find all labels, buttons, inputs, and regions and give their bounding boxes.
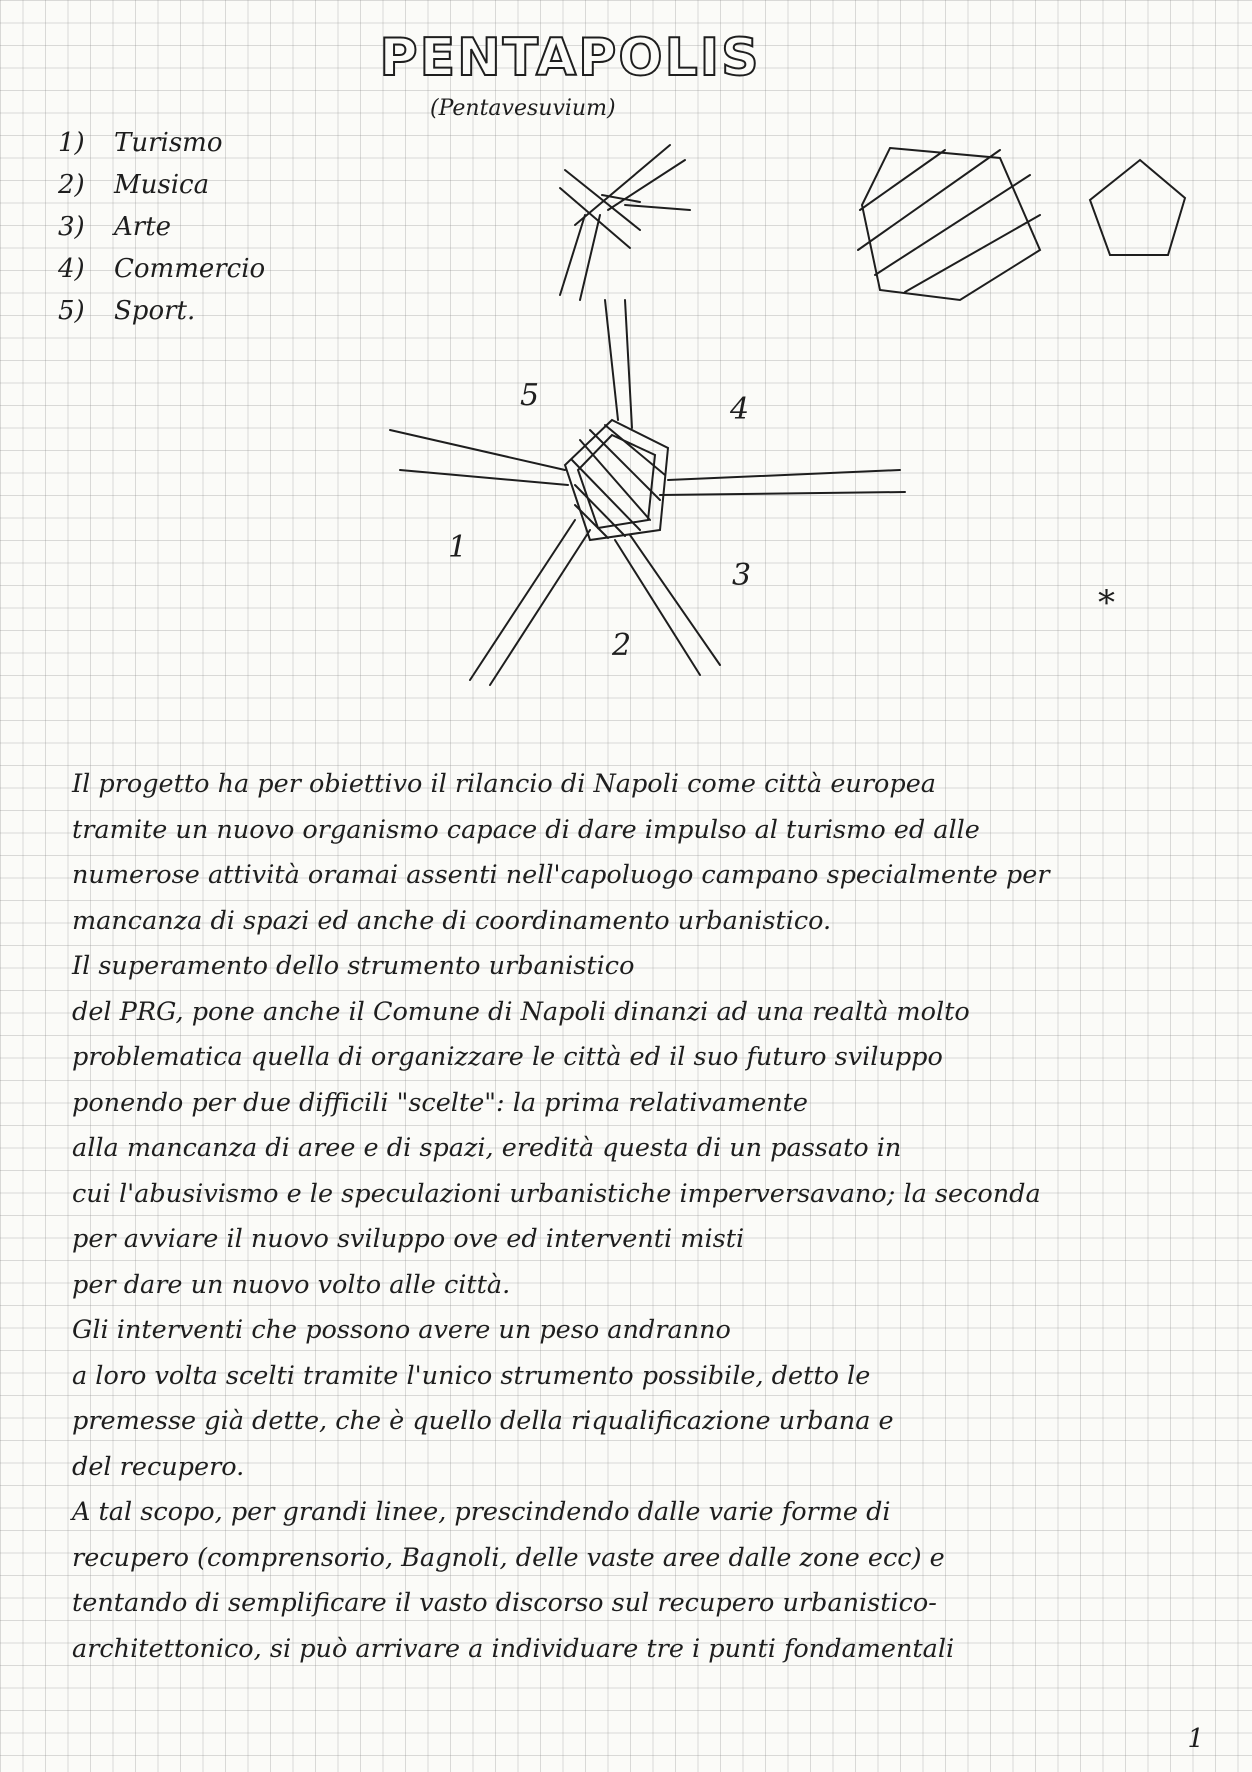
theme-number: 3): [58, 212, 85, 242]
text-line: Gli interventi che possono avere un peso andranno: [72, 1315, 731, 1345]
theme-label: Turismo: [114, 128, 223, 158]
zone-label: 3: [732, 558, 752, 593]
theme-label: Sport.: [114, 296, 196, 326]
text-line: A tal scopo, per grandi linee, prescindendo dalle varie forme di: [72, 1497, 891, 1527]
text-line: recupero (comprensorio, Bagnoli, delle vaste aree dalle zone ecc) e: [72, 1542, 945, 1573]
theme-number: 4): [58, 254, 85, 284]
zone-label: 4: [730, 392, 750, 427]
text-line: architettonico, si può arrivare a individuare tre i punti fondamentali: [72, 1633, 955, 1664]
theme-label: Arte: [114, 212, 172, 242]
text-line: del PRG, pone anche il Comune di Napoli dinanzi ad una realtà molto: [72, 996, 970, 1027]
text-line: premesse già dette, che è quello della riqualificazione urbana e: [72, 1406, 894, 1436]
text-line: del recupero.: [72, 1451, 245, 1482]
text-line: tramite un nuovo organismo capace di dare impulso al turismo ed alle: [72, 814, 980, 845]
theme-label: Musica: [114, 170, 210, 200]
text-line: Il progetto ha per obiettivo il rilancio di Napoli come città europea: [72, 769, 936, 799]
text-line: Il superamento dello strumento urbanistico: [72, 951, 635, 981]
text-line: per avviare il nuovo sviluppo ove ed interventi misti: [72, 1224, 745, 1254]
zone-label: 5: [520, 378, 540, 413]
page-title: PENTAPOLIS: [379, 28, 761, 88]
page-subtitle: (Pentavesuvium): [430, 96, 616, 121]
text-line: problematica quella di organizzare le città ed il suo futuro sviluppo: [72, 1042, 943, 1072]
theme-number: 2): [58, 170, 85, 200]
text-line: cui l'abusivismo e le speculazioni urbanistiche imperversavano; la seconda: [72, 1178, 1041, 1209]
text-line: per dare un nuovo volto alle città.: [72, 1269, 511, 1300]
pentagon-sketch: [1090, 160, 1185, 255]
theme-number: 5): [58, 296, 85, 326]
text-line: mancanza di spazi ed anche di coordinamento urbanistico.: [72, 905, 832, 936]
page-number: 1: [1187, 1724, 1204, 1754]
asterisk-mark: *: [1098, 583, 1115, 623]
zone-label: 1: [448, 530, 468, 565]
theme-label: Commercio: [114, 254, 266, 284]
theme-number: 1): [58, 128, 85, 158]
handwritten-paragraph: [72, 762, 1192, 1672]
crossroads-sketch: [560, 145, 690, 300]
text-line: ponendo per due difficili "scelte": la prima relativamente: [72, 1087, 809, 1118]
text-line: numerose attività oramai assenti nell'capoluogo campano specialmente per: [72, 860, 1050, 890]
text-line: a loro volta scelti tramite l'unico strumento possibile, detto le: [72, 1360, 871, 1391]
zone-label: 2: [612, 628, 632, 663]
text-line: tentando di semplificare il vasto discorso sul recupero urbanistico-: [72, 1588, 937, 1618]
text-line: alla mancanza di aree e di spazi, eredità questa di un passato in: [72, 1133, 902, 1163]
pentapolis-plan-sketch: [390, 300, 905, 685]
hexagon-sketch: [858, 148, 1040, 300]
